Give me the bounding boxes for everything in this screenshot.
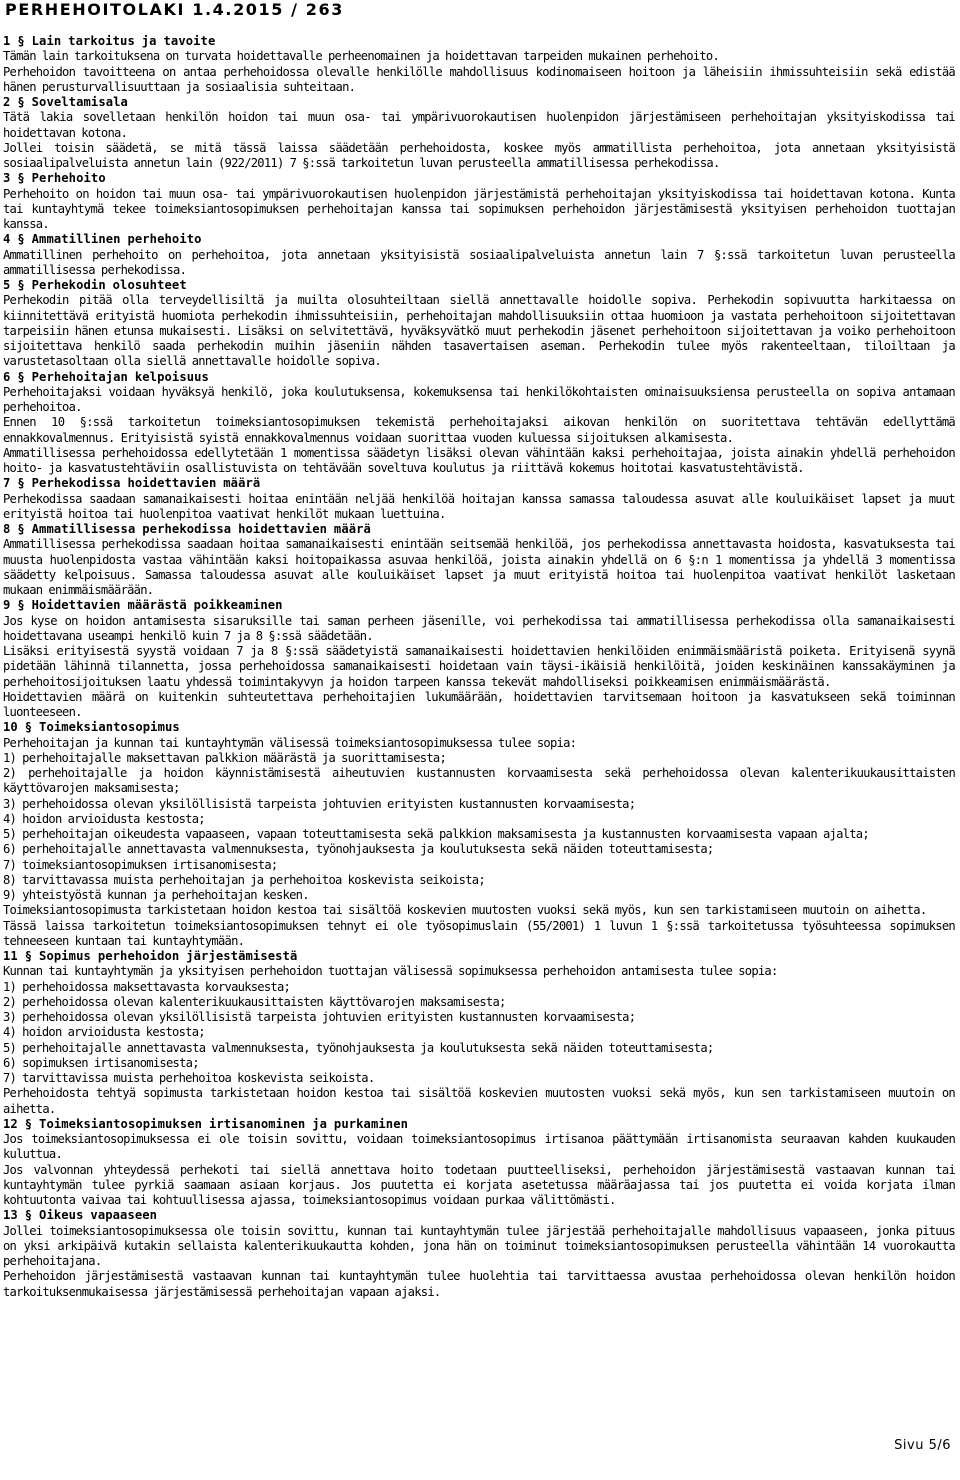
law-section (3, 598, 955, 720)
section-paragraph: Perhehoidon järjestämisestä vastaavan kunnan tai kuntayhtymän tulee huolehtia tai tarvittaessa avustaa perhehoidossa olevan henkilön hoidon tarkoituksenmukaisessa järjestämisessä perhehoitajan vapaan ajaksi. (3, 1269, 955, 1299)
list-item: 5) perhehoitajan oikeudesta vapaaseen, vapaan toteuttamisesta sekä palkkion maksamisesta ja kustannusten korvaamisesta vapaan ajalta; (3, 827, 869, 841)
section-heading: 4 § Ammatillinen perhehoito (3, 232, 202, 247)
section-heading: 1 § Lain tarkoitus ja tavoite (3, 34, 216, 48)
section-heading: 13 § Oikeus vapaaseen (3, 1208, 158, 1223)
section-heading: 12 § Toimeksiantosopimuksen irtisanominen ja purkaminen (3, 1116, 409, 1131)
section-paragraph: Perhehoitajaksi voidaan hyväksyä henkilö, joka koulutuksensa, kokemuksensa tai henkilökohtaisten ominaisuuksiensa perusteella on sopiva antamaan perhehoitoa. (3, 384, 955, 414)
section-paragraph: Hoidettavien määrä on kuitenkin suhteutettava perhehoitajien lukumäärään, hoidettavien tarvitsemaan hoitoon ja kasvatukseen sekä toiminnan luonteeseen. (3, 689, 955, 719)
law-section (3, 720, 955, 949)
law-section (3, 370, 955, 477)
list-item: 3) perhehoidossa olevan yksilöllisistä tarpeista johtuvien erityisten kustannusten korvaamisesta; (3, 796, 636, 811)
section-paragraph: Tämän lain tarkoituksena on turvata hoidettavalle perheenomainen ja hoidettavan tarpeiden mukainen perhehoito. (3, 49, 720, 64)
section-heading: 9 § Hoidettavien määrästä poikkeaminen (3, 598, 283, 613)
section-paragraph: Perhehoitajan ja kunnan tai kuntayhtymän välisessä toimeksiantosopimuksessa tulee sopia: (3, 735, 577, 750)
list-item: 4) hoidon arvioidusta kestosta; (3, 1025, 205, 1040)
list-item: 2) perhehoitajalle ja hoidon käynnistämisestä aiheutuvien kustannusten korvaamisesta sekä perhehoidossa olevan kalenterikuukausittaisten käyttövarojen maksamisesta; (3, 766, 955, 796)
list-item: 7) toimeksiantosopimuksen irtisanomisesta; (3, 857, 278, 872)
document-page (3, 0, 955, 1480)
section-paragraph: Ammatillisessa perhehoidossa edellytetään 1 momentissa säädetyn lisäksi olevan vähintään kaksi perhehoitajaa, joista ainakin yhdellä perhehoidon hoito- ja kasvatustehtäviin osallistuvista on tehtävään soveltuva koulutus ja riittävä kokemus hoitotai kasvatustehtävistä. (3, 445, 955, 475)
section-paragraph: Jos kyse on hoidon antamisesta sisaruksille tai saman perheen jäsenille, voi perhekodissa tai ammatillisessa perhekodissa olla samanaikaisesti hoidettavana useampi henkilö kuin 7 ja 8 §:ssä säädetään. (3, 613, 955, 643)
list-item: 2) perhehoidossa olevan kalenterikuukausittaisten käyttövarojen maksamisesta; (3, 994, 506, 1009)
numbered-list (3, 751, 955, 904)
section-paragraph: Tässä laissa tarkoitetun toimeksiantosopimuksen tehnyt ei ole työsopimuslain (55/2001) 1 luvun 1 §:ssä tarkoitetussa työsuhteessa sopimuksen tehneeseen kuntaan tai kuntayhtymään. (3, 918, 955, 948)
section-paragraph: Jollei toisin säädetä, se mitä tässä laissa säädetään perhehoidosta, koskee myös ammatillista perhehoitoa, jota annetaan yksityisistä sosiaalipalveluista annetun lain (922/2011) 7 §:ssä tarkoitetun luvan perusteella ammatillisessa perhekodissa. (3, 140, 955, 170)
document-body (3, 34, 955, 1300)
law-section (3, 1117, 955, 1209)
section-paragraph: Perhehoidosta tehtyä sopimusta tarkistetaan hoidon kestoa tai sisältöä koskevien muutosten vuoksi sekä myös, kun sen tarkistamiseen muutoin on aihetta. (3, 1086, 955, 1116)
section-heading: 2 § Soveltamisala (3, 95, 128, 109)
law-section (3, 949, 955, 1117)
law-section (3, 278, 955, 370)
list-item: 6) perhehoitajalle annettavasta valmennuksesta, työnohjauksesta ja koulutuksesta sekä näiden toteuttamisesta; (3, 842, 714, 857)
section-paragraph: Perhehoidon tavoitteena on antaa perhehoidossa olevalle henkilölle mahdollisuus kodinomaiseen hoitoon ja läheisiin ihmissuhteisiin sekä edistää hänen perusturvallisuuttaan ja sosiaalisia suhteitaan. (3, 64, 955, 94)
section-paragraph: Toimeksiantosopimusta tarkistetaan hoidon kestoa tai sisältöä koskevien muutosten vuoksi sekä myös, kun sen tarkistamiseen muutoin on aihetta. (3, 903, 927, 918)
section-paragraph: Kunnan tai kuntayhtymän ja yksityisen perhehoidon tuottajan välisessä sopimuksessa perhehoidon antamisesta tulee sopia: (3, 964, 778, 979)
section-paragraph: Jos toimeksiantosopimuksessa ei ole toisin sovittu, voidaan toimeksiantosopimus irtisanoa päättymään irtisanomista seuraavan kahden kuukauden kuluttua. (3, 1132, 955, 1162)
section-heading: 3 § Perhehoito (3, 171, 106, 186)
section-heading: 7 § Perhekodissa hoidettavien määrä (3, 476, 261, 491)
section-heading: 10 § Toimeksiantosopimus (3, 720, 180, 735)
list-item: 1) perhehoidossa maksettavasta korvauksesta; (3, 979, 291, 994)
law-section (3, 476, 955, 522)
section-paragraph: Ennen 10 §:ssä tarkoitetun toimeksiantosopimuksen tekemistä perhehoitajaksi aikovan henkilön on suoritettava tehtävän edellyttämä ennakkovalmennus. Erityisistä syistä ennakkovalmennus voidaan suorittaa vuoden kuluessa sijoituksen alkamisesta. (3, 415, 955, 445)
list-item: 9) yhteistyöstä kunnan ja perhehoitajan kesken. (3, 888, 309, 902)
section-paragraph: Lisäksi erityisestä syystä voidaan 7 ja 8 §:ssä säädetyistä samanaikaisesti hoidettavien henkilöiden enimmäismääristä poiketa. Erityisenä syynä pidetään lähinnä tilannetta, jossa perhehoidossa samanaikaisesti hoidetaan vain täysi-ikäisiä henkilöitä, joiden keskinäinen kanssakäyminen ja perhehoitosijoituksen laatu yhdessä toimintakyvyn ja hoidon tarpeen kanssa tekevät mahdolliseksi poikkeamisen enimmäismäärästä. (3, 644, 955, 689)
section-heading: 6 § Perhehoitajan kelpoisuus (3, 369, 209, 384)
section-heading: 5 § Perhekodin olosuhteet (3, 278, 187, 292)
section-paragraph: Ammatillinen perhehoito on perhehoitoa, jota annetaan yksityisistä sosiaalipalveluista annetun lain 7 §:ssä tarkoitetun luvan perusteella ammatillisessa perhekodissa. (3, 247, 955, 277)
law-section (3, 522, 955, 598)
list-item: 7) tarvittavissa muista perhehoitoa koskevista seikoista. (3, 1071, 375, 1085)
law-section (3, 95, 955, 171)
document-title: PERHEHOITOLAKI 1.4.2015 / 263 (5, 0, 344, 19)
section-paragraph: Perhekodin pitää olla terveydellisiltä ja muilta olosuhteiltaan siellä annettavalle hoidolle sopiva. Perhekodin sopivuutta harkitaessa on kiinnitettävä erityistä huomiota perhekodin ihmissuhteisiin, perhehoitajan mahdollisuuksiin ottaa huomioon ja vastata perhehoitoon sijoitettavan tarpeisiin hänen etunsa mukaisesti. Lisäksi on selvitettävä, hyväksyvätkö muut perhekodin jäsenet perhehoitoon sijoitettavan ja voiko perhehoitoon sijoitettava henkilö saada perhekodin muihin jäseniin nähden tasavertaisen aseman. Perhekodin tulee myös rakenteeltaan, tiloiltaan ja varustetasoltaan olla siellä annettavalle hoidolle sopiva. (3, 293, 955, 369)
section-paragraph: Tätä lakia sovelletaan henkilön hoidon tai muun osa- tai ympärivuorokautisen huolenpidon järjestämiseen perhehoitajan yksityiskodissa tai hoidettavan kotona. (3, 110, 955, 140)
law-section (3, 171, 955, 232)
list-item: 1) perhehoitajalle maksettavan palkkion määrästä ja suorittamisesta; (3, 750, 447, 765)
section-heading: 11 § Sopimus perhehoidon järjestämisestä (3, 949, 298, 963)
law-section (3, 232, 955, 278)
list-item: 8) tarvittavassa muista perhehoitajan ja perhehoitoa koskevista seikoista; (3, 872, 485, 887)
section-paragraph: Jos valvonnan yhteydessä perhekoti tai siellä annettava hoito todetaan puutteelliseksi, perhehoidon järjestämisestä vastaavan kunnan tai kuntayhtymän tulee pyrkiä saamaan asiaan korjaus. Jos puutetta ei korjata asetetussa määräajassa tai jos puutetta ei voida korjata ilman kohtuutonta vaivaa tai kohtuullisessa ajassa, toimeksiantosopimus voidaan purkaa välittömästi. (3, 1162, 955, 1207)
law-section (3, 34, 955, 95)
list-item: 4) hoidon arvioidusta kestosta; (3, 811, 205, 826)
list-item: 3) perhehoidossa olevan yksilöllisistä tarpeista johtuvien erityisten kustannusten korvaamisesta; (3, 1010, 636, 1024)
section-paragraph: Perhehoito on hoidon tai muun osa- tai ympärivuorokautisen huolenpidon järjestämistä perhehoitajan yksityiskodissa tai hoidettavan kotona. Kunta tai kuntayhtymä tekee toimeksiantosopimuksen perhehoitajan kanssa tai sopimuksen perhehoidon järjestämisestä yksityisen perhehoidon tuottajan kanssa. (3, 186, 955, 231)
section-paragraph: Jollei toimeksiantosopimuksessa ole toisin sovittu, kunnan tai kuntayhtymän tulee järjestää perhehoitajalle mahdollisuus vapaaseen, jonka pituus on yksi arkipäivä kutakin sellaista kalenterikuukautta kohden, jona hän on toiminut toimeksiantosopimuksen perusteella vähintään 14 vuorokautta perhehoitajana. (3, 1223, 955, 1268)
page-number: Sivu 5/6 (894, 1438, 951, 1453)
law-section (3, 1208, 955, 1300)
list-item: 5) perhehoitajalle annettavasta valmennuksesta, työnohjauksesta ja koulutuksesta sekä näiden toteuttamisesta; (3, 1040, 714, 1055)
list-item: 6) sopimuksen irtisanomisesta; (3, 1055, 199, 1070)
section-paragraph: Perhekodissa saadaan samanaikaisesti hoitaa enintään neljää henkilöä hoitajan kanssa samassa taloudessa asuvat alle kouluikäiset lapset ja muut erityistä hoitoa tai huolenpitoa vaativat henkilöt mukaan luettuina. (3, 491, 955, 521)
section-paragraph: Ammatillisessa perhekodissa saadaan hoitaa samanaikaisesti enintään seitsemää henkilöä, jos perhekodissa annettavasta hoidosta, kasvatuksesta tai muusta huolenpidosta vastaa vähintään kaksi hoitopaikassa asuvaa henkilöä, joista ainakin yhdellä on 6 §:n 1 momentissa ja yhdellä 3 momentissa säädetty kelpoisuus. Samassa taloudessa asuvat alle kouluikäiset lapset ja muut erityistä hoitoa tai huolenpitoa vaativat henkilöt lasketaan mukaan enimmäismäärään. (3, 537, 955, 597)
section-heading: 8 § Ammatillisessa perhekodissa hoidettavien määrä (3, 522, 371, 536)
numbered-list (3, 980, 955, 1087)
